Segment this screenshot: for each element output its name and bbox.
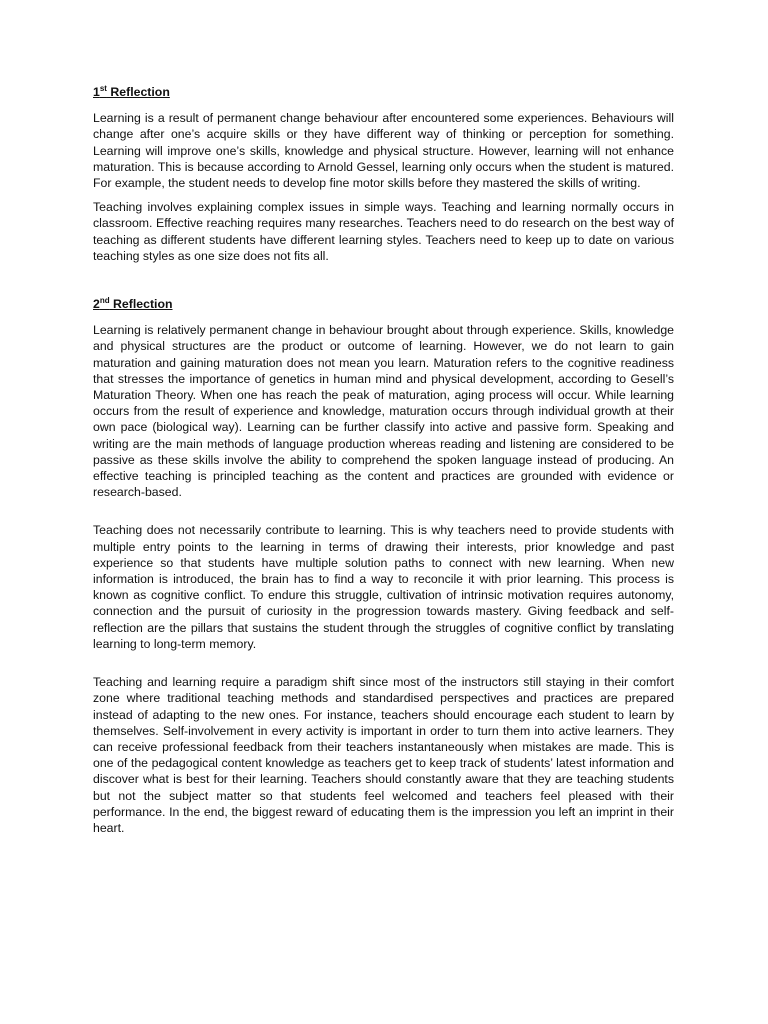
paragraph: Teaching involves explaining complex issues in simple ways. Teaching and learning normally occurs in classroom. Effective reaching requires many researches. Teachers need to do research on the best way of teaching as different students have different learning styles. Teachers need to keep up to date on various teaching styles as one size does not fits all. [93,200,674,263]
section-heading-1 [93,84,674,100]
paragraph: Learning is relatively permanent change in behaviour brought about through experience. Skills, knowledge and physical structures are the product or outcome of learning. However, we do not learn to gain maturation and gaining maturation does not mean you learn. Maturation refers to the cognitive readiness that stresses the importance of genetics in human mind and physical development, according to Gesell’s Maturation Theory. When one has reach the peak of maturation, aging process will occur. While learning occurs from the result of experience and knowledge, maturation occurs through individual growth at their own pace (biological way). Learning can be further classify into active and passive form. Speaking and writing are the main methods of language production whereas reading and listening are considered to be passive as these skills involve the ability to comprehend the spoken language instead of producing. An effective teaching is principled teaching as the content and practices are grounded with evidence or research-based. [93,323,674,500]
section-heading-2 [93,296,674,312]
paragraph: Teaching does not necessarily contribute to learning. This is why teachers need to provide students with multiple entry points to the learning in terms of drawing their interests, prior knowledge and past experience so that students have multiple solution paths to connect with new learning. When new information is introduced, the brain has to find a way to reconcile it with prior learning. This process is known as cognitive conflict. To endure this struggle, cultivation of intrinsic motivation requires autonomy, connection and the pursuit of curiosity in the progression towards mastery. Giving feedback and self-reflection are the pillars that sustains the student through the struggles of cognitive conflict by translating learning to long-term memory. [93,523,674,651]
heading-number: 2 [93,297,100,312]
heading-number: 1 [93,85,100,99]
heading-label: Reflection [109,297,173,312]
heading-ordinal-suffix: nd [99,295,110,305]
heading-label: Reflection [106,85,170,99]
heading-ordinal-suffix: st [99,83,107,93]
document-body [93,84,674,836]
paragraph: Learning is a result of permanent change behaviour after encountered some experiences. Behaviours will change after one’s acquire skills or they have different way of thinking or perception for something. Learning will improve one’s skills, knowledge and physical structure. However, learning will not enhance maturation. This is because according to Arnold Gessel, learning only occurs when the student is matured. For example, the student needs to develop fine motor skills before they mastered the skills of writing. [93,111,674,191]
paragraph: Teaching and learning require a paradigm shift since most of the instructors still staying in their comfort zone where traditional teaching methods and standardised perspectives and practices are prepared instead of adapting to the new ones. For instance, teachers should encourage each student to learn by themselves. Self-involvement in every activity is important in order to turn them into active learners. They can receive professional feedback from their teachers instantaneously when mistakes are made. This is one of the pedagogical content knowledge as teachers get to keep track of students’ latest information and discover what is best for their learning. Teachers should constantly aware that they are teaching students but not the subject matter so that students feel welcomed and teachers feel pleased with their performance. In the end, the biggest reward of educating them is the impression you left an imprint in their heart. [93,675,674,835]
